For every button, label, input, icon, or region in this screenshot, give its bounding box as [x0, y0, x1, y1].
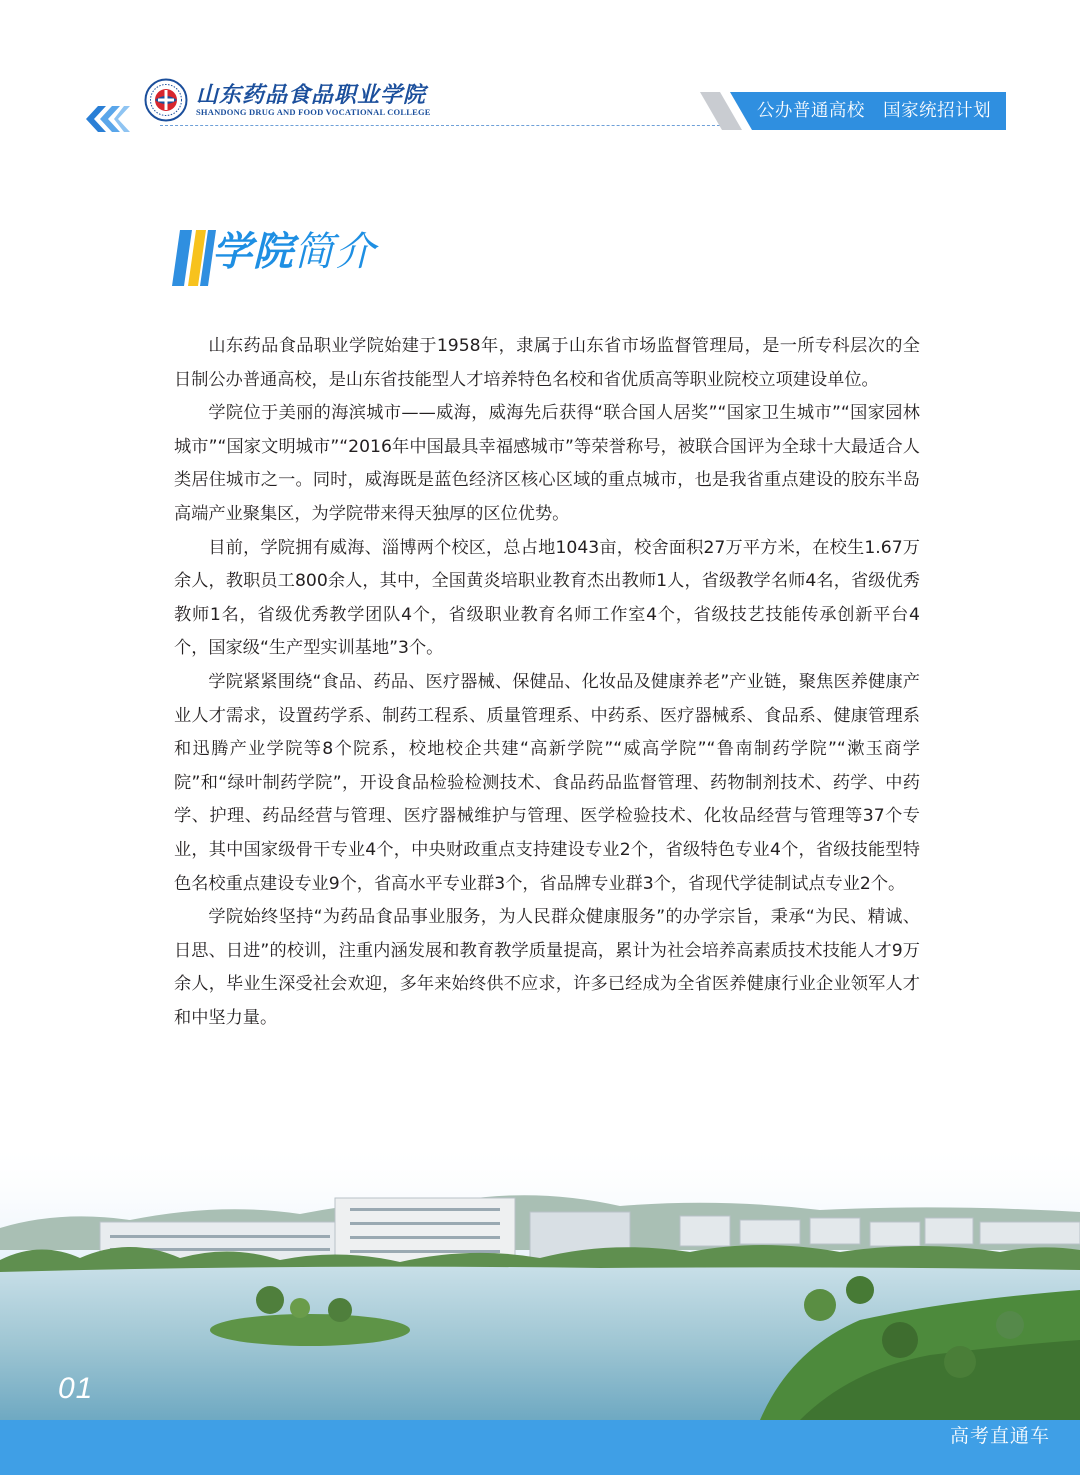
intro-paragraph: 学院位于美丽的海滨城市——威海，威海先后获得“联合国人居奖”“国家卫生城市”“国家园林城市”“国家文明城市”“2016年中国最具幸福感城市”等荣誉称号，被联合国评为全球十大最适合人类居住城市之一。同时，威海既是蓝色经济区核心区域的重点城市，也是我省重点建设的胶东半岛高端产业聚集区，为学院带来得天独厚的区位优势。 [174, 403, 920, 524]
section-title-part2: 简介 [294, 229, 376, 275]
section-title-part1: 学院 [212, 229, 294, 275]
intro-paragraph: 目前，学院拥有威海、淄博两个校区，总占地1043亩，校舍面积27万平方米，在校生1.67万余人，教职员工800余人，其中，全国黄炎培职业教育杰出教师1人，省级教学名师4名，省级优秀教师1名，省级优秀教学团队4个，省级职业教育名师工作室4个，省级技艺技能传承创新平台4个，国家级“生产型实训基地”3个。 [174, 537, 920, 659]
watermark-text: 高考直通车 [949, 1425, 1050, 1447]
college-logo [144, 78, 431, 122]
header-tab-label: 公办普通高校 国家统招计划 [756, 101, 992, 121]
footer-bar [0, 1420, 1080, 1475]
header-divider [160, 125, 730, 126]
college-seal-icon [144, 78, 188, 122]
intro-paragraph: 山东药品食品职业学院始建于1958年，隶属于山东省市场监督管理局，是一所专科层次的全日制公办普通高校，是山东省技能型人才培养特色名校和省优质高等职业院校立项建设单位。 [174, 336, 920, 390]
intro-body [174, 330, 920, 1035]
intro-paragraph: 学院始终坚持“为药品食品事业服务，为人民群众健康服务”的办学宗旨，秉承“为民、精诚、日思、日进”的校训，注重内涵发展和教育教学质量提高，累计为社会培养高素质技术技能人才9万余人，毕业生深受社会欢迎，多年来始终供不应求，许多已经成为全省医养健康行业企业领军人才和中坚力量。 [174, 907, 920, 1028]
campus-lake-photo [0, 1140, 1080, 1420]
intro-paragraph: 学院紧紧围绕“食品、药品、医疗器械、保健品、化妆品及健康养老”产业链，聚焦医养健康产业人才需求，设置药学系、制药工程系、质量管理系、中药系、医疗器械系、食品系、健康管理系和迅腾产业学院等8个院系，校地校企共建“高新学院”“威高学院”“鲁南制药学院”“漱玉商学院”和“绿叶制药学院”，开设食品检验检测技术、食品药品监督管理、药物制剂技术、药学、中药学、护理、药品经营与管理、医疗器械维护与管理、医学检验技术、化妆品经营与管理等37个专业，其中国家级骨干专业4个，中央财政重点支持建设专业2个，省级特色专业4个，省级技能型特色名校重点建设专业9个，省高水平专业群3个，省品牌专业群3个，省现代学徒制试点专业2个。 [174, 671, 920, 894]
section-title [212, 224, 376, 280]
college-name-en: SHANDONG DRUG AND FOOD VOCATIONAL COLLEGE [196, 107, 431, 117]
page-number: 01 [58, 1372, 94, 1405]
college-name-cn: 山东药品食品职业学院 [196, 82, 427, 108]
double-chevron-left-icon [84, 104, 132, 134]
